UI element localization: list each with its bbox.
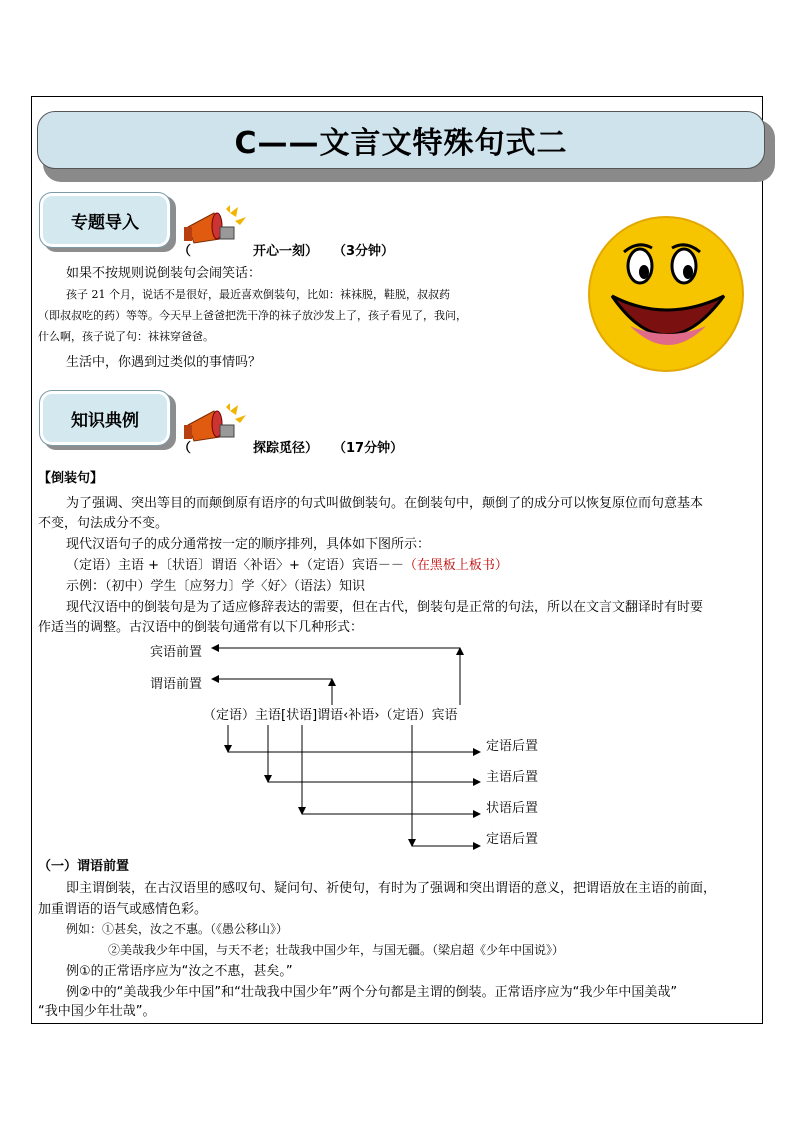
intro-question: 生活中，你遇到过类似的事情吗？ xyxy=(66,355,262,370)
diagram-sentence: （定语）主语[状语]谓语‹补语›（定语）宾语 xyxy=(203,708,458,723)
diagram-label-attributive-back: 定语后置 xyxy=(486,739,539,754)
paragraph-line: 现代汉语中的倒装句是为了适应修辞表达的需要，但在古代，倒装句是正常的句法，所以在文言文翻译时有时要 xyxy=(66,600,704,615)
sentence-order-formula: （定语）主语 +〔状语〕谓语〈补语〉+（定语）宾语－－ xyxy=(66,558,404,573)
paragraph-line: 示例：（初中）学生〔应努力〕学〈好〉（语法）知识 xyxy=(66,579,366,594)
intro-story-line: （即叔叔吃的药）等等。今天早上爸爸把洗干净的袜子放沙发上了，孩子看见了，我问， xyxy=(38,309,467,322)
paragraph-line: 加重谓语的语气或感情色彩。 xyxy=(38,902,208,917)
paragraph-line: “我中国少年壮哉”。 xyxy=(38,1004,156,1019)
intro-story-line: 孩子 21 个月，说话不是很好，最近喜欢倒装句，比如：袜袜脱，鞋脱，叔叔药 xyxy=(66,288,450,301)
intro-line: 如果不按规则说倒装句会闹笑话： xyxy=(66,266,262,281)
section-sub-time: （17分钟） xyxy=(333,441,404,456)
diagram-label-adverbial-back: 状语后置 xyxy=(486,801,539,816)
section-sub-title: 开心一刻） xyxy=(253,244,319,259)
paragraph-line: 作适当的调整。古汉语中的倒装句通常有以下几种形式： xyxy=(38,620,364,635)
page-title: C——文言文特殊句式二 xyxy=(234,126,568,161)
paragraph-line: 不变，句法成分不变。 xyxy=(38,516,169,531)
section-sub-time: （3分钟） xyxy=(333,244,395,259)
diagram-label-predicate-front: 谓语前置 xyxy=(150,677,203,692)
example-line: ②美哉我少年中国，与天不老；壮哉我中国少年，与国无疆。（梁启超《少年中国说》） xyxy=(108,943,565,957)
knowledge-heading: 【倒装句】 xyxy=(38,471,104,486)
diagram-label-object-front: 宾语前置 xyxy=(150,645,203,660)
paragraph-line: 例②中的“美哉我少年中国”和“壮哉我中国少年”两个分句都是主谓的倒装。正常语序应为“我少年中国美哉” xyxy=(66,985,678,1000)
diagram-label-attributive-back-2: 定语后置 xyxy=(486,832,539,847)
example-line: 例如：①甚矣，汝之不惠。（《愚公移山》） xyxy=(66,922,289,936)
blackboard-note: （在黑板上板书） xyxy=(403,558,508,573)
section-label-intro: 专题导入 xyxy=(40,193,170,247)
section-label-knowledge: 知识典例 xyxy=(40,391,170,445)
intro-story-line: 什么啊，孩子说了句：袜袜穿爸爸。 xyxy=(38,330,214,343)
section-sub-left: （ xyxy=(178,244,192,259)
paragraph-line: 例①的正常语序应为“汝之不惠，甚矣。” xyxy=(66,964,293,979)
paragraph-line: 现代汉语句子的成分通常按一定的顺序排列，具体如下图所示： xyxy=(66,537,431,552)
predicate-front-heading: （一）谓语前置 xyxy=(38,859,130,874)
section-sub-title: 探踪觅径） xyxy=(253,441,319,456)
diagram-label-subject-back: 主语后置 xyxy=(486,770,539,785)
section-sub-left: （ xyxy=(178,441,192,456)
paragraph-line: 即主谓倒装，在古汉语里的感叹句、疑问句、祈使句，有时为了强调和突出谓语的意义，把谓语放在主语的前面， xyxy=(66,881,717,896)
paragraph-line: 为了强调、突出等目的而颠倒原有语序的句式叫做倒装句。在倒装句中，颠倒了的成分可以恢复原位而句意基本 xyxy=(66,496,704,511)
